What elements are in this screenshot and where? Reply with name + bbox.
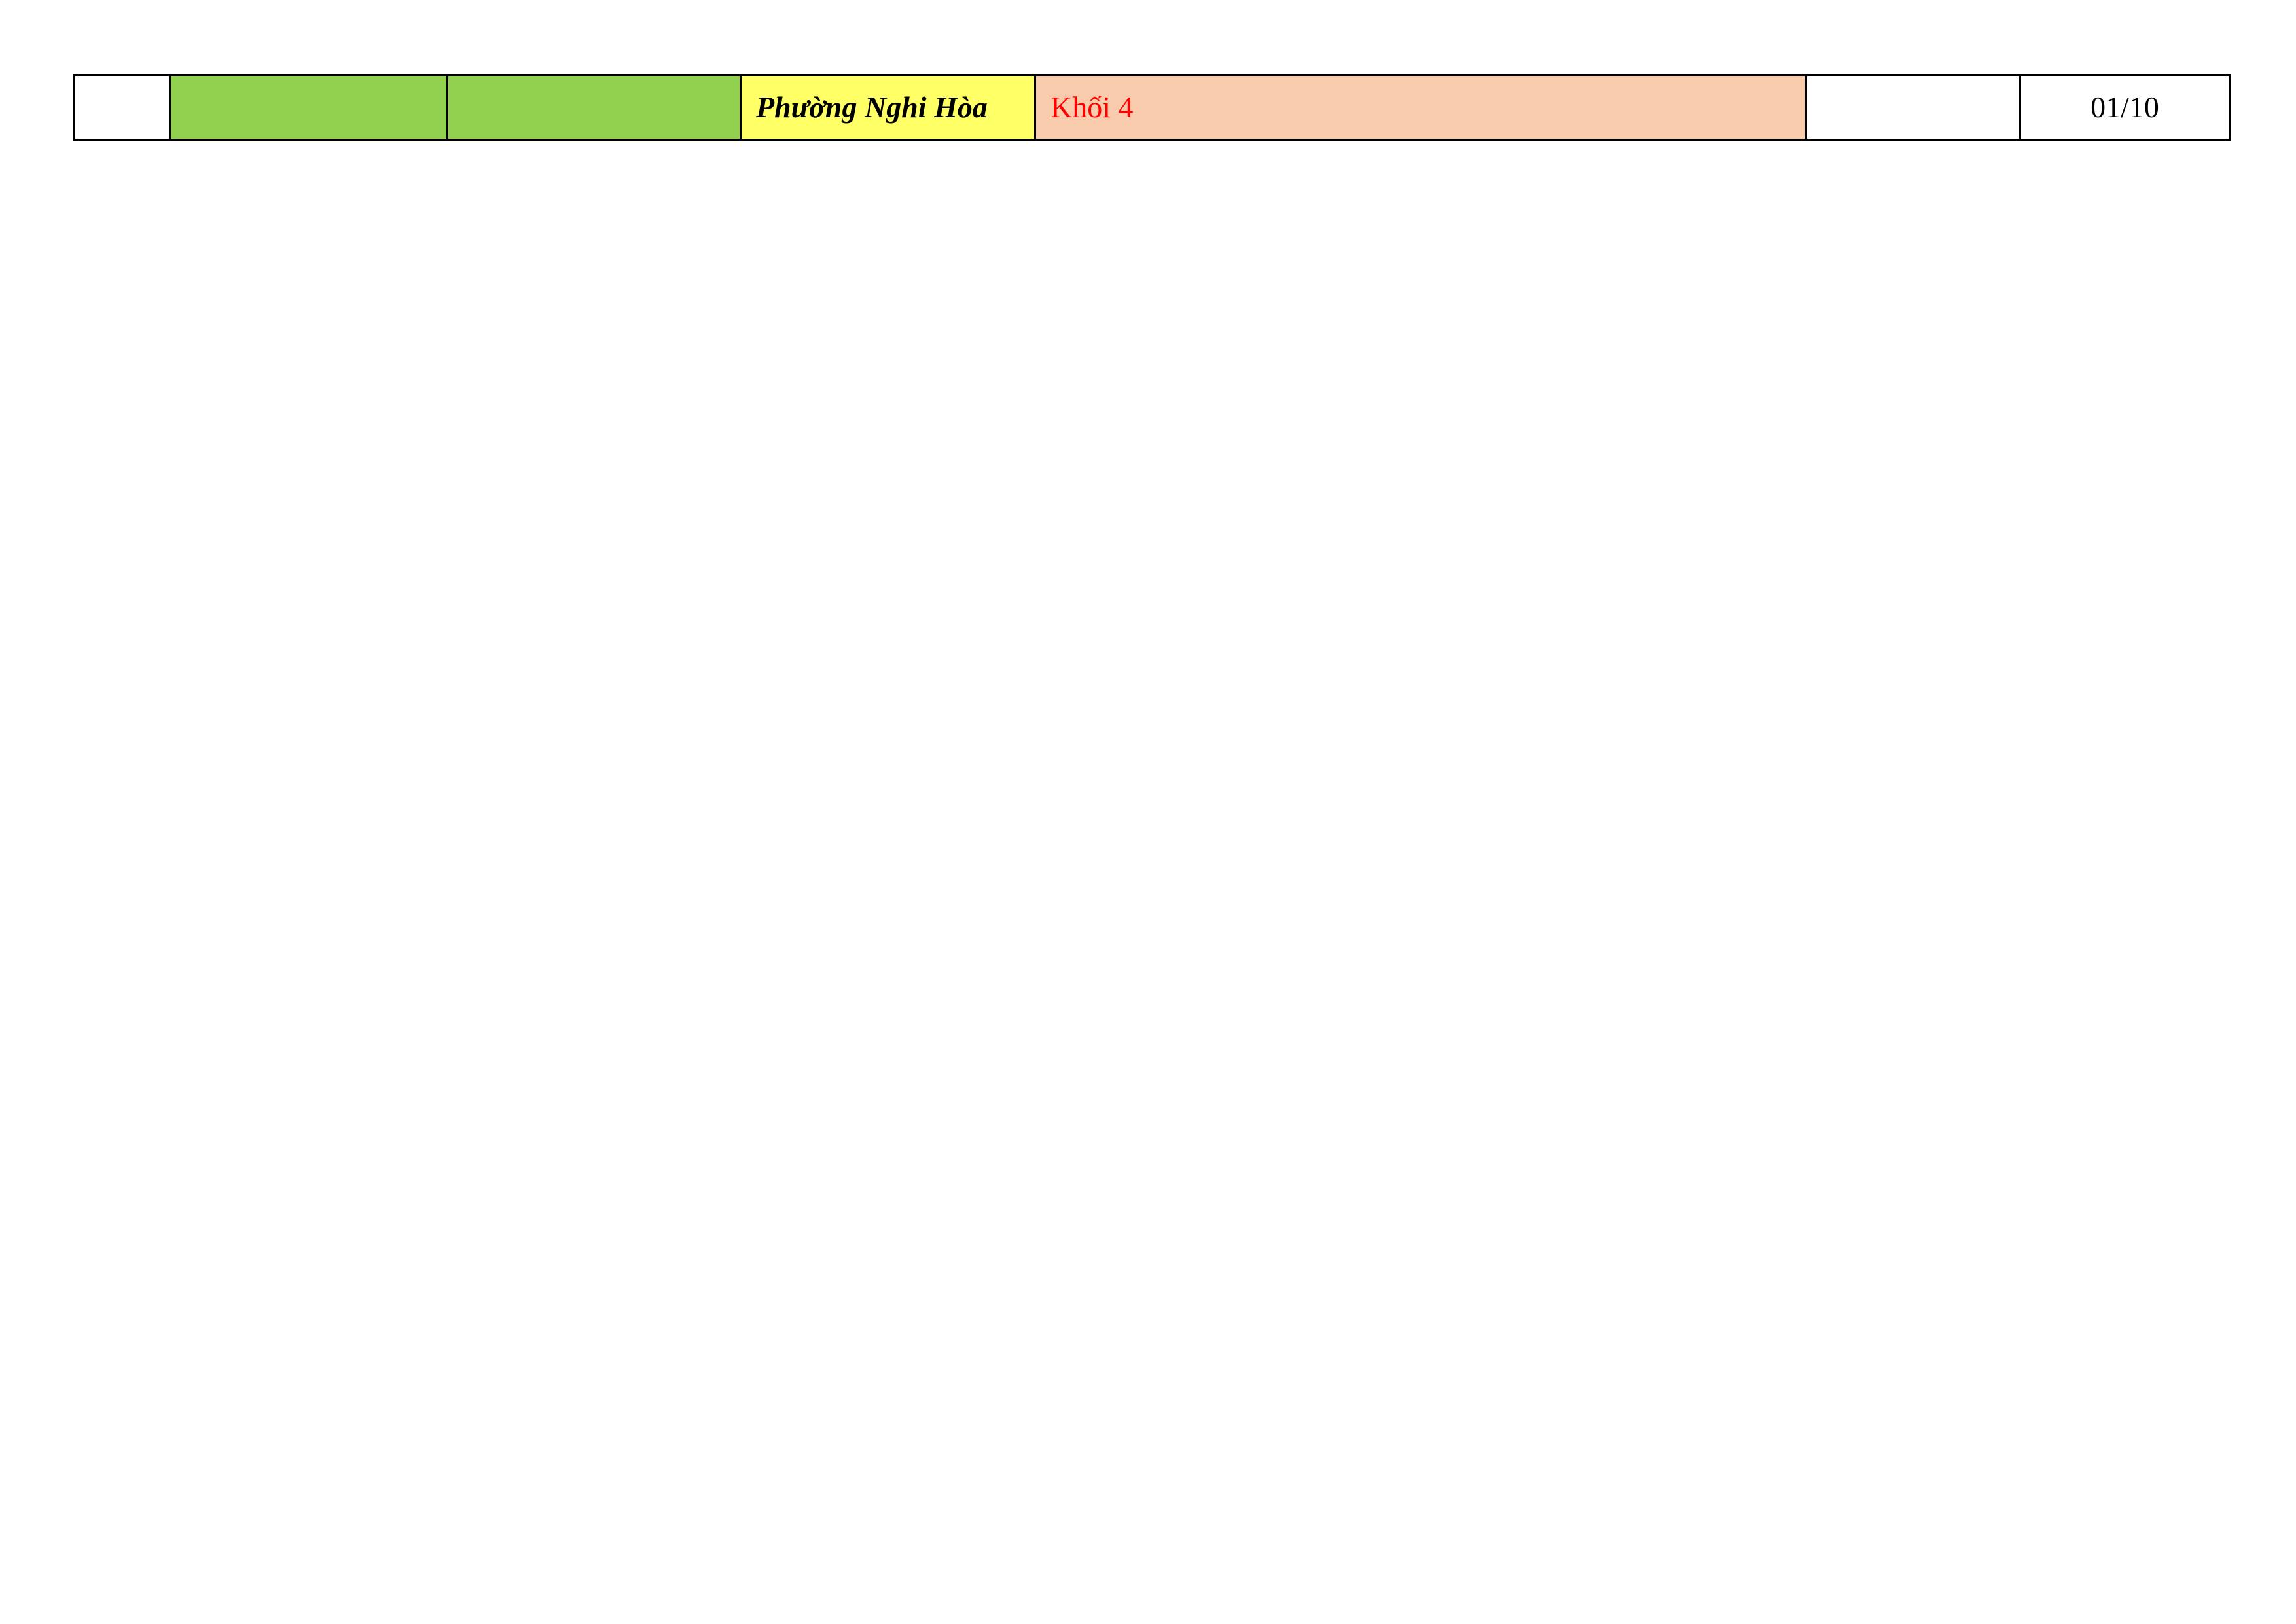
province-cell [170, 75, 448, 140]
outbreak-table [73, 74, 2231, 141]
table-body [75, 75, 2230, 140]
document-page [73, 74, 2229, 141]
blank-cell [1806, 75, 2020, 140]
date-cell: 01/10 [2020, 75, 2230, 140]
district-cell [448, 75, 741, 140]
row-number-cell [75, 75, 170, 140]
table-row [75, 75, 2230, 140]
area-cell: Khối 4 [1035, 75, 1806, 140]
commune-cell: Phường Nghi Hòa [741, 75, 1035, 140]
